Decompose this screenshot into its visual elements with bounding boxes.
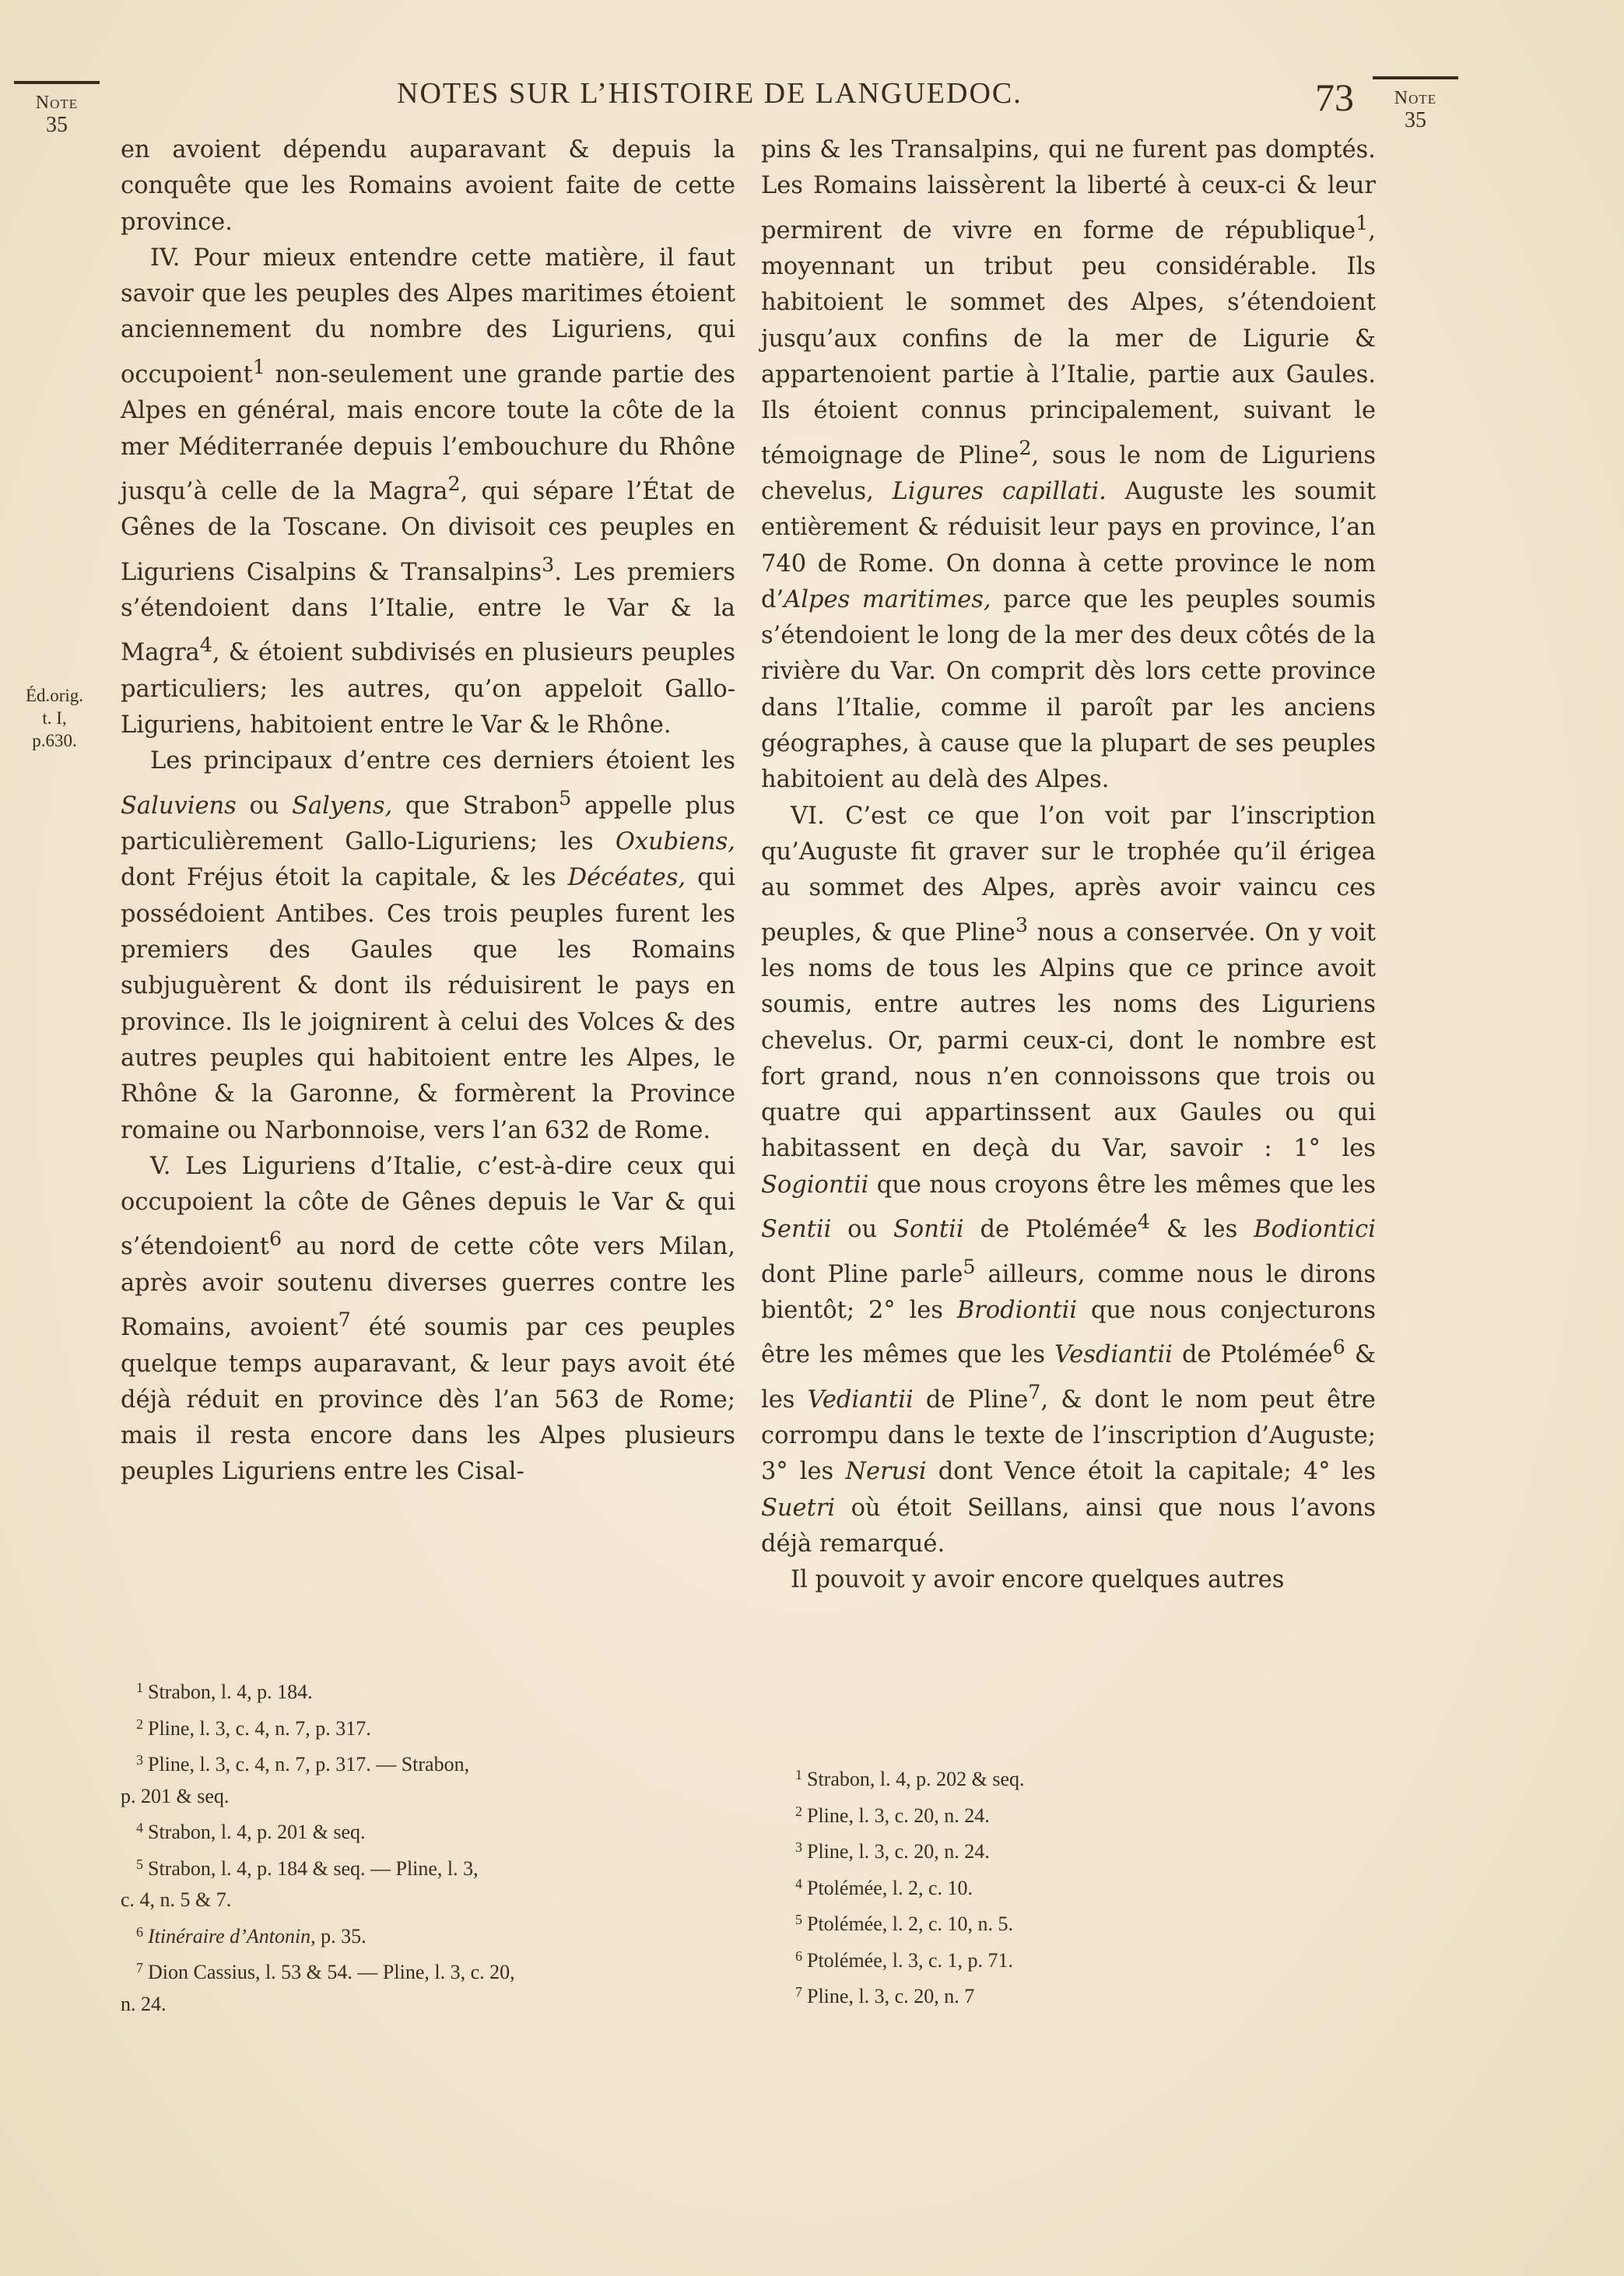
footnote-ref: 2 [447, 471, 461, 495]
paragraph-section-iv: IV. Pour mieux entendre cette matière, il faut savoir que les peuples des Alpes maritimes étoient anciennement du nombre des Liguriens, qui occupoient$^1$ non-seulement une grande partie des Alpes en général, mais encore toute la côte de la mer Méditerranée depuis l’embouchure du Rhône jusqu’à celle de la Magra$^2$, qui sépare l’État de Gênes de la Toscane. On divisoit ces peuples en Liguriens Cisalpins & Transalpins$^3$. Les premiers s’étendoient dans l’Italie, entre le Var & la Magra$^4$, & étoient subdivisés en plusieurs peuples particuliers; les autres, qu’on appeloit Gallo-Liguriens, habitoient entre le Var & le Rhône. [121, 244, 735, 739]
orig-ref-line: p.630. [32, 730, 77, 750]
margin-note-right [1373, 76, 1458, 134]
text-column-right [761, 132, 1376, 1599]
margin-rule [14, 81, 100, 84]
footnote: $^6$ Ptolémée, l. 3, c. 1, p. 71. [795, 1948, 1014, 1972]
text-column-left [121, 132, 735, 1491]
orig-ref-line: Éd.orig. [25, 686, 84, 705]
footnote-continuation: n. 24. [121, 1992, 167, 2015]
footnote-continuation: c. 4, n. 5 & 7. [121, 1888, 232, 1911]
paragraph: en avoient dépendu auparavant & depuis la conquête que les Romains avoient faite de cette province. [121, 136, 735, 236]
paragraph: Les principaux d’entre ces derniers étoient les Saluviens ou Salyens, que Strabon$^5$ appelle plus particulièrement Gallo-Liguriens; les Oxubiens, dont Fréjus étoit la capitale, & les Décéates, qui possédoient Antibes. Ces trois peuples furent les premiers des Gaules que les Romains subjuguèrent & dont ils réduisirent le pays en province. Ils le joignirent à celui des Volces & des autres peuples qui habitoient entre les Alpes, le Rhône & la Garonne, & formèrent la Province romaine ou Narbonnoise, vers l’an 632 de Rome. [121, 747, 736, 1144]
footnote: $^5$ Ptolémée, l. 2, c. 10, n. 5. [795, 1912, 1014, 1935]
footnote-ref: 5 [963, 1254, 976, 1278]
footnote-ref: 3 [1015, 912, 1028, 936]
footnote-ref: 4 [1137, 1210, 1151, 1234]
footnote-ref: 3 [542, 552, 555, 576]
footnotes-left [121, 1672, 751, 2020]
footnote: $^4$ Strabon, l. 4, p. 201 & seq. [136, 1820, 366, 1843]
footnote: $^1$ Strabon, l. 4, p. 184. [136, 1680, 313, 1703]
footnote-ref: 5 [559, 785, 572, 810]
footnote: $^5$ Strabon, l. 4, p. 184 & seq. — Pline, l. 3, [136, 1856, 479, 1880]
footnote-ref: 6 [1332, 1335, 1345, 1359]
footnote-continuation: p. 201 & seq. [121, 1784, 230, 1807]
paragraph: Il pouvoit y avoir encore quelques autres [791, 1566, 1285, 1594]
margin-note-label: Note [1394, 88, 1437, 108]
footnote: $^2$ Pline, l. 3, c. 4, n. 7, p. 317. [136, 1716, 371, 1740]
paragraph-section-v: V. Les Liguriens d’Italie, c’est-à-dire ceux qui occupoient la côte de Gênes depuis le Var & qui s’étendoient$^6$ au nord de cette côte vers Milan, après avoir soutenu diverses guerres contre les Romains, avoient$^7$ été soumis par ces peuples quelque temps auparavant, & leur pays avoit été déjà réduit en province dès l’an 563 de Rome; mais il resta encore dans les Alpes plusieurs peuples Liguriens entre les Cisal- [121, 1152, 735, 1486]
margin-note-label: Note [35, 93, 79, 113]
margin-note-left [14, 81, 100, 139]
footnote: $^7$ Dion Cassius, l. 53 & 54. — Pline, l. 3, c. 20, [136, 1960, 515, 1983]
footnote: $^4$ Ptolémée, l. 2, c. 10. [795, 1875, 973, 1899]
footnote-ref: 7 [338, 1308, 351, 1332]
footnote-ref: 7 [1028, 1379, 1041, 1403]
margin-note-number: 35 [46, 113, 68, 137]
paragraph: pins & les Transalpins, qui ne furent pas domptés. Les Romains laissèrent la liberté à ceux-ci & leur permirent de vivre en forme de république$^1$, moyennant un tribut peu considérable. Ils habitoient le sommet des Alpes, s’étendoient jusqu’aux confins de la mer de Ligurie & appartenoient partie à l’Italie, partie aux Gaules. Ils étoient connus principalement, suivant le témoignage de Pline$^2$, sous le nom de Liguriens chevelus, Ligures capillati. Auguste les soumit entièrement & réduisit leur pays en province, l’an 740 de Rome. On donna à cette province le nom d’Alpes maritimes, parce que les peuples soumis s’étendoient le long de la mer des deux côtés de la rivière du Var. On comprit dès lors cette province dans l’Italie, comme il paroît par les anciens géographes, à cause que la plupart de ses peuples habitoient au delà des Alpes. [761, 136, 1376, 794]
footnote: $^7$ Pline, l. 3, c. 20, n. 7 [795, 1984, 975, 2007]
margin-note-number: 35 [1405, 108, 1426, 132]
footnote: $^6$ Itinéraire d’Antonin, p. 35. [136, 1923, 367, 1948]
footnote-ref: 6 [268, 1227, 282, 1251]
footnotes-right [795, 1759, 1410, 2013]
footnote: $^2$ Pline, l. 3, c. 20, n. 24. [795, 1803, 990, 1827]
footnote: $^3$ Pline, l. 3, c. 20, n. 24. [795, 1839, 990, 1863]
footnote-ref: 1 [1356, 210, 1369, 234]
orig-ref-line: t. I, [42, 708, 67, 728]
footnote: $^3$ Pline, l. 3, c. 4, n. 7, p. 317. — Strabon, [136, 1752, 470, 1775]
footnote-ref: 1 [252, 354, 265, 378]
original-edition-reference [8, 685, 101, 752]
running-head: NOTES SUR L’HISTOIRE DE LANGUEDOC. [397, 77, 1022, 110]
footnote-ref: 2 [1019, 435, 1032, 459]
footnote: $^1$ Strabon, l. 4, p. 202 & seq. [795, 1767, 1025, 1790]
margin-rule [1373, 76, 1458, 79]
page-number: 73 [1315, 76, 1354, 119]
paragraph-section-vi: VI. C’est ce que l’on voit par l’inscription qu’Auguste fit graver sur le trophée qu’il érigea au sommet des Alpes, après avoir vaincu ces peuples, & que Pline$^3$ nous a conservée. On y voit les noms de tous les Alpins que ce prince avoit soumis, entre autres les noms des Liguriens chevelus. Or, parmi ceux-ci, dont le nombre est fort grand, nous n’en connoissons que trois ou quatre qui appartinssent aux Gaules ou qui habitassent en deçà du Var, savoir : 1° les Sogiontii que nous croyons être les mêmes que les Sentii ou Sontii de Ptolémée$^4$ & les Bodiontici dont Pline parle$^5$ ailleurs, comme nous le dirons bientôt; 2° les Brodiontii que nous conjecturons être les mêmes que les Vesdiantii de Ptolémée$^6$ & les Vediantii de Pline$^7$, & dont le nom peut être corrompu dans le texte de l’inscription d’Auguste; 3° les Nerusi dont Vence étoit la capitale; 4° les Suetri où étoit Seillans, ainsi que nous l’avons déjà remarqué. [761, 802, 1376, 1558]
footnote-ref: 4 [199, 633, 212, 657]
